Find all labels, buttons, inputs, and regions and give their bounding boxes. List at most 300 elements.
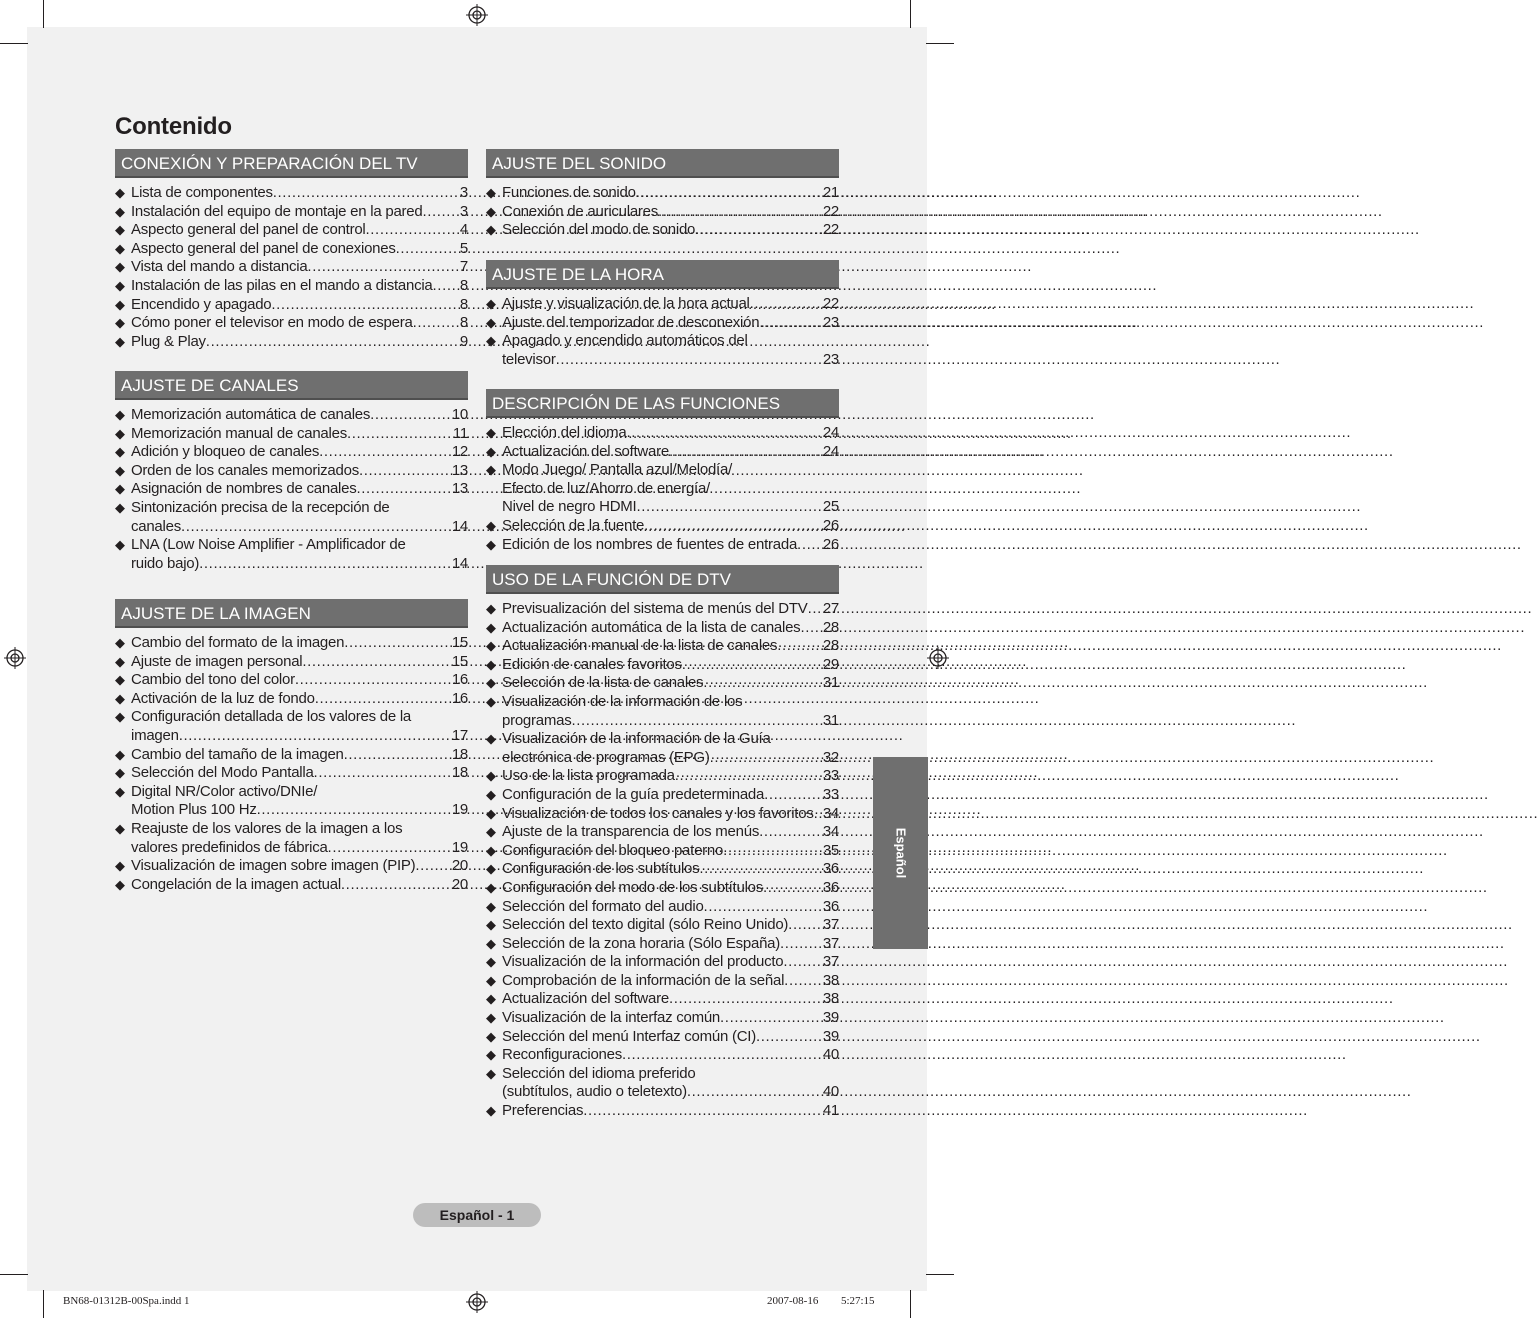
- toc-entry[interactable]: [115, 857, 468, 876]
- toc-entry[interactable]: [115, 314, 468, 333]
- toc-page-number: 31: [822, 711, 839, 729]
- toc-page-number: 33: [822, 785, 839, 803]
- diamond-bullet-icon: ◆: [486, 656, 496, 672]
- section-heading: AJUSTE DE CANALES: [115, 371, 468, 400]
- toc-entry-text: Actualización automática de la lista de canales: [502, 618, 801, 636]
- toc-entry-text: Configuración del bloqueo paterno: [502, 841, 724, 859]
- diamond-bullet-icon: ◆: [115, 240, 125, 256]
- toc-entry[interactable]: [486, 656, 839, 675]
- diamond-bullet-icon: ◆: [115, 425, 125, 441]
- dot-leader: [344, 634, 450, 653]
- dot-leader: [347, 425, 451, 444]
- diamond-bullet-icon: ◆: [115, 635, 125, 650]
- toc-page-number: 5: [459, 239, 468, 257]
- toc-entry-text: Previsualización del sistema de menús del DTV: [502, 600, 808, 617]
- toc-entry[interactable]: [115, 820, 468, 857]
- toc-entry-text: Orden de los canales memorizados: [131, 461, 359, 479]
- toc-entry[interactable]: [486, 879, 839, 898]
- dot-leader: [413, 314, 458, 333]
- diamond-bullet-icon: ◆: [486, 425, 496, 440]
- dot-leader: [307, 258, 457, 277]
- toc-entry[interactable]: [486, 1009, 839, 1028]
- toc-entry-text: imagen: [131, 726, 179, 744]
- toc-entry-text: Cambio del formato de la imagen: [131, 634, 345, 651]
- toc-entry[interactable]: [486, 1065, 839, 1102]
- toc-entry-text: Visualización de la información de la Guía: [502, 730, 771, 748]
- toc-page-number: 26: [822, 516, 839, 534]
- toc-entry[interactable]: [486, 637, 839, 656]
- diamond-bullet-icon: ◆: [486, 185, 496, 200]
- diamond-bullet-icon: ◆: [486, 917, 496, 933]
- dot-leader: [699, 860, 820, 879]
- toc-entry-text: ruido bajo): [131, 554, 200, 572]
- dot-leader: [571, 712, 820, 731]
- toc-entry-text: Actualización manual de la lista de canales: [502, 637, 778, 655]
- dot-leader: [682, 656, 821, 675]
- toc-entry[interactable]: [486, 990, 839, 1009]
- toc-entry[interactable]: [486, 786, 839, 805]
- dot-leader: [788, 916, 821, 935]
- toc-entry-text: Visualización de la interfaz común: [502, 1009, 721, 1027]
- toc-page-number: 18: [451, 745, 468, 763]
- toc-list: [115, 184, 468, 351]
- diamond-bullet-icon: ◆: [486, 805, 496, 821]
- toc-entry[interactable]: [486, 842, 839, 861]
- toc-entry[interactable]: [486, 1102, 839, 1121]
- dot-leader: [764, 786, 821, 805]
- toc-page-number: 7: [459, 258, 468, 276]
- diamond-bullet-icon: ◆: [115, 858, 125, 874]
- toc-entry[interactable]: [115, 876, 468, 895]
- toc-entry-text: Cómo poner el televisor en modo de espera: [131, 314, 413, 332]
- toc-list: [486, 600, 839, 1121]
- toc-page-number: 14: [451, 554, 468, 572]
- dot-leader: [622, 1046, 821, 1065]
- toc-entry-text: Actualización del software: [502, 990, 669, 1008]
- toc-entry[interactable]: [486, 424, 839, 443]
- dot-leader: [295, 671, 450, 690]
- toc-entry[interactable]: [115, 240, 468, 259]
- toc-entry[interactable]: [486, 916, 839, 935]
- toc-page-number: 38: [822, 990, 839, 1008]
- toc-entry-text: Configuración de la guía predeterminada: [502, 785, 765, 803]
- toc-page-number: 15: [451, 634, 468, 651]
- dot-leader: [206, 333, 458, 352]
- dot-leader: [257, 801, 450, 820]
- toc-page-number: 34: [822, 804, 839, 822]
- toc-entry-text: Asignación de nombres de canales: [131, 480, 357, 498]
- dot-leader: [759, 314, 820, 333]
- toc-entry[interactable]: [486, 332, 839, 369]
- toc-page-number: 24: [822, 424, 839, 441]
- toc-page-number: 13: [451, 480, 468, 498]
- dot-leader: [783, 953, 820, 972]
- diamond-bullet-icon: ◆: [115, 333, 125, 349]
- diamond-bullet-icon: ◆: [486, 786, 496, 802]
- crop-mark: [43, 0, 44, 28]
- toc-entry-text: Visualización de imagen sobre imagen (PIP): [131, 857, 416, 875]
- toc-entry[interactable]: [486, 1028, 839, 1047]
- toc-entry[interactable]: [486, 693, 839, 730]
- toc-page-number: 13: [451, 461, 468, 479]
- toc-entry[interactable]: [486, 898, 839, 917]
- toc-entry[interactable]: [486, 935, 839, 954]
- dot-leader: [703, 674, 821, 693]
- toc-page-number: 39: [822, 1009, 839, 1027]
- toc-entry[interactable]: [115, 296, 468, 315]
- diamond-bullet-icon: ◆: [115, 185, 125, 200]
- toc-section: [486, 565, 839, 1121]
- dot-leader: [636, 184, 821, 203]
- toc-entry[interactable]: [115, 708, 468, 745]
- dot-leader: [644, 517, 821, 536]
- side-tab-label: Español: [893, 827, 908, 879]
- toc-entry[interactable]: [115, 480, 468, 499]
- toc-entry-text: Memorización manual de canales: [131, 424, 347, 442]
- dot-leader: [341, 876, 450, 895]
- toc-entry-text: Comprobación de la información de la señal: [502, 971, 785, 989]
- toc-page-number: 29: [822, 655, 839, 673]
- dot-leader: [422, 203, 457, 222]
- toc-page-number: 28: [822, 618, 839, 636]
- dot-leader: [784, 972, 821, 991]
- toc-entry[interactable]: [486, 767, 839, 786]
- toc-entry-text: Memorización automática de canales: [131, 406, 371, 423]
- toc-entry[interactable]: [115, 258, 468, 277]
- diamond-bullet-icon: ◆: [115, 820, 125, 836]
- toc-entry-text: Reajuste de los valores de la imagen a los: [131, 819, 403, 837]
- toc-entry-text: Visualización de todos los canales y los favoritos: [502, 804, 814, 822]
- dot-leader: [704, 898, 821, 917]
- diamond-bullet-icon: ◆: [115, 259, 125, 275]
- diamond-bullet-icon: ◆: [486, 517, 496, 533]
- slug-file-name: BN68-01312B-00Spa.indd 1: [63, 1295, 190, 1307]
- toc-entry[interactable]: [115, 653, 468, 672]
- toc-entry[interactable]: [115, 221, 468, 240]
- toc-entry[interactable]: [115, 634, 468, 653]
- language-side-tab: [873, 757, 928, 949]
- toc-entry[interactable]: [486, 203, 839, 222]
- diamond-bullet-icon: ◆: [115, 709, 125, 725]
- dot-leader: [181, 518, 450, 537]
- toc-entry-text: Congelación de la imagen actual: [131, 875, 341, 893]
- dot-leader: [319, 443, 450, 462]
- diamond-bullet-icon: ◆: [115, 277, 125, 293]
- toc-entry-text: Ajuste de la transparencia de los menús: [502, 823, 760, 841]
- dot-leader: [780, 935, 821, 954]
- crop-mark: [926, 1274, 954, 1275]
- toc-entry[interactable]: [115, 746, 468, 765]
- dot-leader: [687, 1083, 821, 1102]
- diamond-bullet-icon: ◆: [115, 672, 125, 688]
- diamond-bullet-icon: ◆: [486, 638, 496, 654]
- toc-page-number: 36: [822, 897, 839, 915]
- toc-page-number: 37: [822, 934, 839, 952]
- toc-page-number: 24: [822, 442, 839, 460]
- toc-entry-text: programas: [502, 711, 572, 729]
- toc-entry[interactable]: [486, 517, 839, 536]
- page-title: Contenido: [115, 113, 232, 140]
- toc-entry-text: (subtítulos, audio o teletexto): [502, 1083, 687, 1101]
- toc-entry[interactable]: [115, 536, 468, 573]
- section-heading: DESCRIPCIÓN DE LAS FUNCIONES: [486, 389, 839, 418]
- toc-page-number: 19: [451, 801, 468, 819]
- diamond-bullet-icon: ◆: [115, 783, 125, 799]
- diamond-bullet-icon: ◆: [486, 861, 496, 877]
- slug-timestamp: 2007-08-16 ￿￿ 5:27:15: [767, 1295, 875, 1307]
- dot-leader: [814, 805, 821, 824]
- dot-leader: [756, 1028, 821, 1047]
- toc-entry[interactable]: [115, 690, 468, 709]
- toc-entry-text: Visualización de la información de los: [502, 692, 743, 710]
- dot-leader: [800, 619, 820, 638]
- toc-entry[interactable]: [486, 600, 839, 619]
- toc-section: [115, 599, 468, 894]
- toc-page-number: 9: [459, 332, 468, 350]
- toc-page-number: 31: [822, 674, 839, 692]
- toc-entry-text: Conexión de auriculares: [502, 202, 659, 220]
- dot-leader: [344, 746, 450, 765]
- dot-leader: [797, 536, 821, 555]
- toc-page-number: 21: [822, 184, 839, 201]
- toc-entry[interactable]: [486, 805, 839, 824]
- toc-entry[interactable]: [115, 462, 468, 481]
- diamond-bullet-icon: ◆: [115, 653, 125, 669]
- toc-entry-text: canales: [131, 517, 181, 535]
- toc-entry[interactable]: [115, 333, 468, 352]
- toc-entry[interactable]: [486, 1046, 839, 1065]
- toc-entry[interactable]: [115, 443, 468, 462]
- toc-entry[interactable]: [115, 184, 468, 203]
- toc-entry-text: electrónica de programas (EPG): [502, 748, 710, 766]
- toc-entry[interactable]: [115, 203, 468, 222]
- toc-entry-text: Cambio del tamaño de la imagen: [131, 745, 344, 763]
- dot-leader: [710, 749, 821, 768]
- toc-page-number: 41: [822, 1102, 839, 1120]
- toc-page-number: 12: [451, 443, 468, 461]
- toc-section: [115, 149, 468, 351]
- section-heading: CONEXIÓN Y PREPARACIÓN DEL TV: [115, 149, 468, 178]
- crop-mark: [910, 1290, 911, 1318]
- toc-entry[interactable]: [486, 461, 839, 517]
- diamond-bullet-icon: ◆: [115, 746, 125, 762]
- toc-entry-text: Instalación del equipo de montaje en la pared: [131, 202, 423, 220]
- toc-page-number: 10: [451, 406, 468, 423]
- diamond-bullet-icon: ◆: [486, 1103, 496, 1119]
- toc-entry-text: Configuración del modo de los subtítulos: [502, 878, 763, 896]
- toc-entry-text: Sintonización precisa de la recepción de: [131, 498, 390, 516]
- section-heading: AJUSTE DE LA HORA: [486, 260, 839, 289]
- toc-page-number: 28: [822, 637, 839, 655]
- toc-page-number: 22: [822, 202, 839, 220]
- dot-leader: [777, 637, 821, 656]
- diamond-bullet-icon: ◆: [115, 499, 125, 515]
- diamond-bullet-icon: ◆: [486, 536, 496, 552]
- toc-entry[interactable]: [486, 674, 839, 693]
- page-number-footer: Español - 1: [413, 1203, 541, 1227]
- toc-entry[interactable]: [486, 730, 839, 767]
- toc-page-number: 20: [451, 857, 468, 875]
- diamond-bullet-icon: ◆: [486, 222, 496, 238]
- dot-leader: [723, 842, 821, 861]
- dot-leader: [675, 767, 821, 786]
- toc-entry-text: Instalación de las pilas en el mando a distancia: [131, 276, 433, 294]
- toc-entry-text: Apagado y encendido automáticos del: [502, 332, 748, 350]
- toc-page-number: 40: [822, 1083, 839, 1101]
- toc-page-number: 36: [822, 878, 839, 896]
- toc-entry-text: Elección del idioma: [502, 424, 627, 441]
- dot-leader: [302, 653, 449, 672]
- section-heading: AJUSTE DE LA IMAGEN: [115, 599, 468, 628]
- toc-page-number: 15: [451, 652, 468, 670]
- toc-page-number: 25: [822, 498, 839, 516]
- diamond-bullet-icon: ◆: [115, 315, 125, 331]
- diamond-bullet-icon: ◆: [486, 991, 496, 1007]
- diamond-bullet-icon: ◆: [115, 462, 125, 478]
- toc-page-number: 4: [459, 221, 468, 239]
- crop-mark: [43, 1290, 44, 1318]
- dot-leader: [695, 221, 821, 240]
- section-heading: AJUSTE DEL SONIDO: [486, 149, 839, 178]
- toc-entry-text: Aspecto general del panel de conexiones: [131, 239, 396, 257]
- dot-leader: [808, 600, 821, 619]
- dot-leader: [763, 879, 821, 898]
- toc-entry[interactable]: [486, 184, 839, 203]
- toc-section: [486, 260, 839, 369]
- toc-entry-text: Selección del modo de sonido: [502, 221, 696, 239]
- toc-entry-text: Nivel de negro HDMI: [502, 498, 637, 516]
- toc-list: [115, 406, 468, 573]
- dot-leader: [273, 184, 458, 203]
- toc-entry-text: Edición de los nombres de fuentes de entrada: [502, 535, 798, 553]
- toc-page-number: 36: [822, 860, 839, 878]
- toc-entry[interactable]: [115, 671, 468, 690]
- toc-entry[interactable]: [115, 406, 468, 425]
- toc-entry-text: Plug & Play: [131, 332, 206, 350]
- toc-entry-text: Ajuste del temporizador de desconexión: [502, 313, 760, 331]
- diamond-bullet-icon: ◆: [115, 481, 125, 497]
- dot-leader: [556, 351, 821, 370]
- diamond-bullet-icon: ◆: [486, 731, 496, 747]
- toc-page-number: 37: [822, 916, 839, 934]
- toc-entry-text: Selección de la lista de canales: [502, 674, 704, 692]
- dot-leader: [356, 480, 449, 499]
- dot-leader: [415, 857, 449, 876]
- toc-entry[interactable]: [486, 860, 839, 879]
- toc-list: [486, 424, 839, 554]
- toc-entry-text: Activación de la luz de fondo: [131, 689, 315, 707]
- toc-page-number: 39: [822, 1027, 839, 1045]
- diamond-bullet-icon: ◆: [115, 765, 125, 781]
- toc-page-number: 40: [822, 1046, 839, 1064]
- dot-leader: [328, 839, 450, 858]
- toc-page-number: 33: [822, 767, 839, 785]
- toc-entry-text: Cambio del tono del color: [131, 671, 295, 689]
- section-heading: USO DE LA FUNCIÓN DE DTV: [486, 565, 839, 594]
- toc-entry[interactable]: [486, 443, 839, 462]
- diamond-bullet-icon: ◆: [486, 1028, 496, 1044]
- toc-entry-text: Modo Juego/ Pantalla azul/Melodía/: [502, 461, 732, 479]
- crop-mark: [926, 43, 954, 44]
- toc-entry-text: Edición de canales favoritos: [502, 655, 682, 673]
- dot-leader: [636, 498, 820, 517]
- toc-entry-text: Encendido y apagado: [131, 295, 272, 313]
- toc-entry[interactable]: [486, 314, 839, 333]
- toc-entry[interactable]: [115, 277, 468, 296]
- diamond-bullet-icon: ◆: [115, 222, 125, 238]
- toc-entry-text: Selección del formato del audio: [502, 897, 704, 915]
- diamond-bullet-icon: ◆: [115, 407, 125, 422]
- toc-list: [486, 184, 839, 240]
- toc-entry[interactable]: [115, 764, 468, 783]
- toc-entry-text: Selección del Modo Pantalla: [131, 764, 314, 782]
- dot-leader: [720, 1009, 821, 1028]
- diamond-bullet-icon: ◆: [486, 1047, 496, 1063]
- toc-entry-text: Lista de componentes: [131, 184, 273, 201]
- toc-page-number: 22: [822, 221, 839, 239]
- toc-entry[interactable]: [486, 972, 839, 991]
- toc-entry[interactable]: [486, 221, 839, 240]
- dot-leader: [271, 296, 458, 315]
- toc-entry-text: LNA (Low Noise Amplifier - Amplificador de: [131, 536, 406, 554]
- diamond-bullet-icon: ◆: [486, 842, 496, 858]
- crop-mark: [0, 1274, 28, 1275]
- dot-leader: [669, 990, 821, 1009]
- diamond-bullet-icon: ◆: [115, 444, 125, 460]
- toc-section: [486, 389, 839, 554]
- toc-page-number: 3: [459, 184, 468, 201]
- toc-entry-text: Uso de la lista programada: [502, 767, 675, 785]
- toc-list: [486, 295, 839, 369]
- diamond-bullet-icon: ◆: [486, 314, 496, 330]
- dot-leader: [366, 221, 458, 240]
- dot-leader: [315, 690, 450, 709]
- toc-entry[interactable]: [486, 295, 839, 314]
- toc-page-number: 19: [451, 838, 468, 856]
- diamond-bullet-icon: ◆: [486, 954, 496, 970]
- dot-leader: [658, 203, 821, 222]
- toc-entry-text: Ajuste de imagen personal: [131, 652, 303, 670]
- toc-page-number: 17: [451, 726, 468, 744]
- registration-mark-icon: [4, 647, 26, 669]
- toc-entry-text: Ajuste y visualización de la hora actual: [502, 295, 750, 312]
- toc-page-number: 35: [822, 841, 839, 859]
- toc-entry[interactable]: [486, 619, 839, 638]
- diamond-bullet-icon: ◆: [486, 1065, 496, 1081]
- toc-entry[interactable]: [486, 823, 839, 842]
- dot-leader: [314, 764, 450, 783]
- dot-leader: [583, 1102, 821, 1121]
- toc-entry-text: valores predefinidos de fábrica: [131, 838, 328, 856]
- toc-entry-text: Reconfiguraciones: [502, 1046, 622, 1064]
- toc-entry-text: Selección del idioma preferido: [502, 1064, 696, 1082]
- toc-page-number: 8: [459, 276, 468, 294]
- dot-leader: [359, 462, 450, 481]
- toc-entry[interactable]: [115, 499, 468, 536]
- toc-entry[interactable]: [115, 425, 468, 444]
- crop-mark: [910, 0, 911, 28]
- toc-entry[interactable]: [486, 536, 839, 555]
- toc-page-number: 32: [822, 748, 839, 766]
- toc-page-number: 8: [459, 314, 468, 332]
- diamond-bullet-icon: ◆: [486, 693, 496, 709]
- diamond-bullet-icon: ◆: [486, 768, 496, 784]
- toc-entry[interactable]: [115, 783, 468, 820]
- diamond-bullet-icon: ◆: [486, 898, 496, 914]
- toc-entry[interactable]: [486, 953, 839, 972]
- toc-entry-text: Aspecto general del panel de control: [131, 221, 366, 239]
- toc-page-number: 34: [822, 823, 839, 841]
